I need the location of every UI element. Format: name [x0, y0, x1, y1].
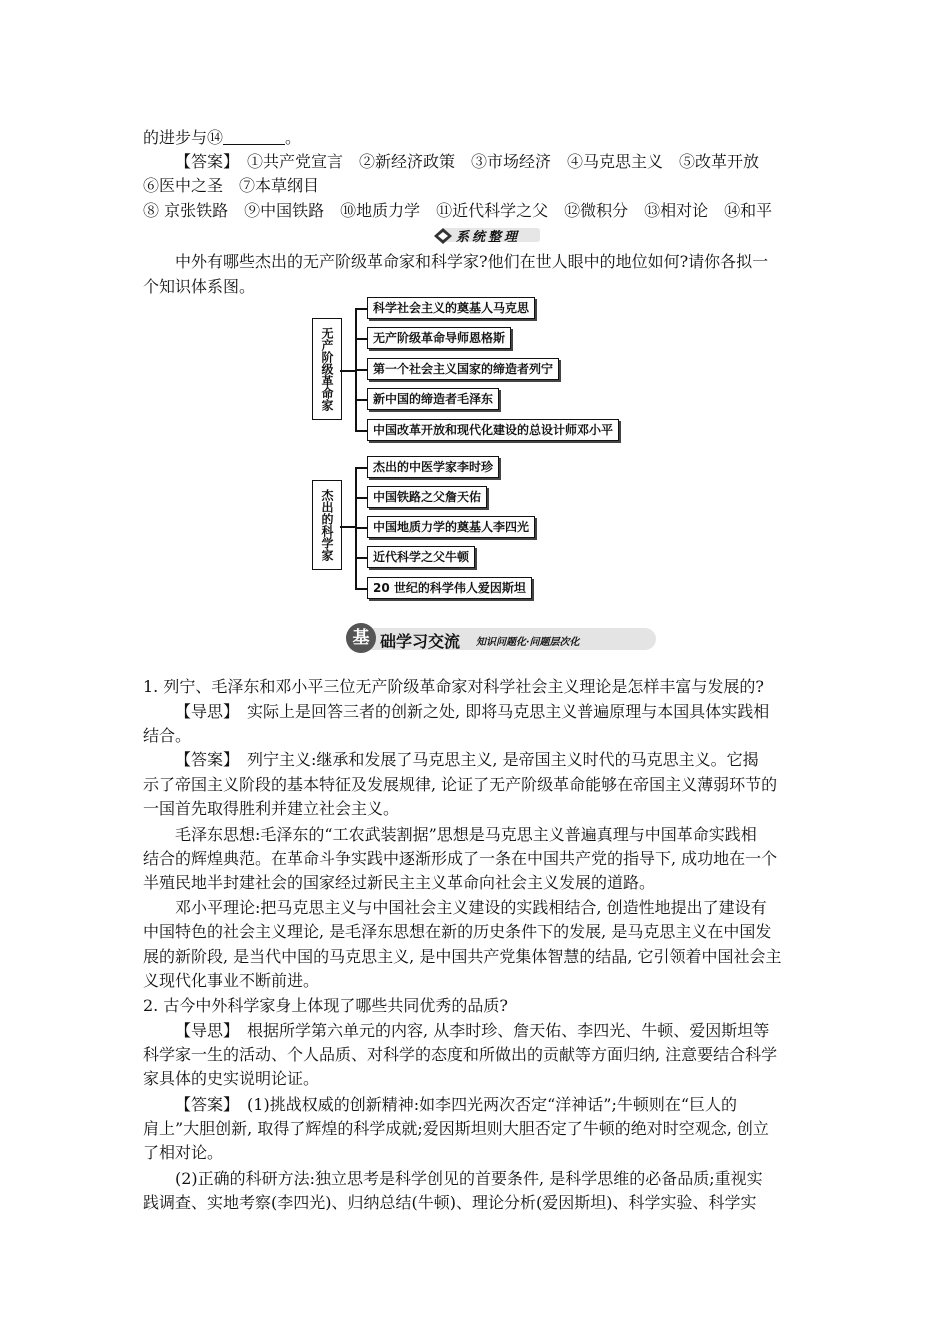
connector — [355, 338, 367, 340]
answer-label: 【答案】 — [175, 750, 232, 769]
diagram-node: 中国地质力学的奠基人李四光 — [367, 516, 535, 538]
system-summary-header — [434, 225, 540, 247]
answer-line: 【答案】 (1)挑战权威的创新精神:如李四光两次否定“洋神话”;牛顿则在“巨人的 — [175, 1095, 738, 1114]
intro-line: 中外有哪些杰出的无产阶级革命家和科学家?他们在世人眼中的地位如何?请你各拟一 — [175, 252, 769, 271]
group-label-revolutionaries: 无产阶级革命家 — [312, 318, 342, 420]
connector — [355, 399, 367, 401]
answer-text: 半殖民地半封建社会的国家经过新民主主义革命向社会主义发展的道路。 — [143, 873, 656, 892]
connector — [355, 467, 367, 469]
diamond-icon — [434, 228, 452, 244]
guide-line-2: 科学家一生的活动、个人品质、对科学的态度和所做出的贡献等方面归纳, 注意要结合科学 — [143, 1045, 778, 1064]
basic-learning-header — [346, 623, 656, 655]
answer-text: 肩上”大胆创新, 取得了辉煌的科学成就;爱因斯坦则大胆否定了牛顿的绝对时空观念, 创立 — [143, 1119, 769, 1138]
connector — [355, 308, 367, 310]
connector — [355, 430, 367, 432]
answer-text: 一国首先取得胜利并建立社会主义。 — [143, 799, 400, 818]
guide-line: 【导思】 实际上是回答三者的创新之处, 即将马克思主义普遍原理与本国具体实践相 — [175, 702, 770, 721]
question-1: 1. 列宁、毛泽东和邓小平三位无产阶级革命家对科学社会主义理论是怎样丰富与发展的? — [143, 677, 764, 696]
answer-text: 邓小平理论:把马克思主义与中国社会主义建设的实践相结合, 创造性地提出了建设有 — [175, 898, 767, 917]
diagram-node: 无产阶级革命导师恩格斯 — [367, 327, 511, 349]
answer-text: 践调查、实地考察(李四光)、归纳总结(牛顿)、理论分析(爱因斯坦)、科学实验、科学实 — [143, 1193, 757, 1212]
answer-label: 【答案】 — [175, 1095, 232, 1114]
intro-line-2: 个知识体系图。 — [143, 277, 256, 296]
connector — [355, 588, 367, 590]
group-label-scientists: 杰出的科学家 — [312, 480, 342, 570]
answer-text: 中国特色的社会主义理论, 是毛泽东思想在新的历史条件下的发展, 是马克思主义在中国发 — [143, 922, 772, 941]
question-2: 2. 古今中外科学家身上体现了哪些共同优秀的品质? — [143, 996, 508, 1015]
connector — [340, 370, 356, 372]
answer-line-3: ⑧ 京张铁路 ⑨中国铁路 ⑩地质力学 ⑪近代科学之父 ⑫微积分 ⑬相对论 ⑭和平 — [143, 201, 773, 220]
answer-label: 【答案】 — [175, 152, 232, 171]
answer-text: 了相对论。 — [143, 1143, 224, 1162]
diagram-node: 20 世纪的科学伟人爱因斯坦 — [367, 577, 532, 599]
guide-line-3: 家具体的史实说明论证。 — [143, 1069, 320, 1088]
answer-line-2: ⑥医中之圣 ⑦本草纲目 — [143, 176, 320, 195]
diagram-node: 中国改革开放和现代化建设的总设计师邓小平 — [367, 419, 619, 441]
guide-line: 【导思】 根据所学第六单元的内容, 从李时珍、詹天佑、李四光、牛顿、爱因斯坦等 — [175, 1021, 770, 1040]
guide-line-2: 结合。 — [143, 726, 192, 745]
answer-text: 展的新阶段, 是当代中国的马克思主义, 是中国共产党集体智慧的结晶, 它引领着中国社会主 — [143, 947, 782, 966]
answer-line: 【答案】 列宁主义:继承和发展了马克思主义, 是帝国主义时代的马克思主义。它揭 — [175, 750, 759, 769]
answer-text: 结合的辉煌典范。在革命斗争实践中逐渐形成了一条在中国共产党的指导下, 成功地在一个 — [143, 849, 778, 868]
guide-label: 【导思】 — [175, 1021, 232, 1040]
diagram-node: 杰出的中医学家李时珍 — [367, 456, 499, 478]
header-subtitle: 知识问题化·问题层次化 — [476, 637, 580, 648]
connector — [355, 497, 367, 499]
diagram-node: 近代科学之父牛顿 — [367, 546, 475, 568]
connector — [355, 557, 367, 559]
guide-label: 【导思】 — [175, 702, 232, 721]
answer-text: 示了帝国主义阶段的基本特征及发展规律, 论证了无产阶级革命能够在帝国主义薄弱环节的 — [143, 775, 778, 794]
answer-line: 【答案】 ①共产党宣言 ②新经济政策 ③市场经济 ④马克思主义 ⑤改革开放 — [175, 152, 760, 171]
section-title: 系统整理 — [456, 230, 521, 245]
diagram-node: 新中国的缔造者毛泽东 — [367, 388, 499, 410]
diagram-node: 第一个社会主义国家的缔造者列宁 — [367, 358, 559, 380]
answer-blank — [223, 128, 285, 145]
diagram-node: 中国铁路之父詹天佑 — [367, 486, 487, 508]
header-title: 础学习交流 — [380, 632, 461, 651]
fill-in-line-14: 的进步与⑭ 。 — [143, 128, 302, 147]
diagram-node: 科学社会主义的奠基人马克思 — [367, 297, 535, 319]
answer-text: (2)正确的科研方法:独立思考是科学创见的首要条件, 是科学思维的必备品质;重视实 — [175, 1169, 763, 1188]
connector — [355, 369, 367, 371]
answer-text: 毛泽东思想:毛泽东的“工农武装割据”思想是马克思主义普遍真理与中国革命实践相 — [175, 825, 757, 844]
connector — [340, 526, 356, 528]
connector — [355, 527, 367, 529]
header-badge: 基 — [346, 623, 376, 653]
answer-text: 义现代化事业不断前进。 — [143, 971, 320, 990]
